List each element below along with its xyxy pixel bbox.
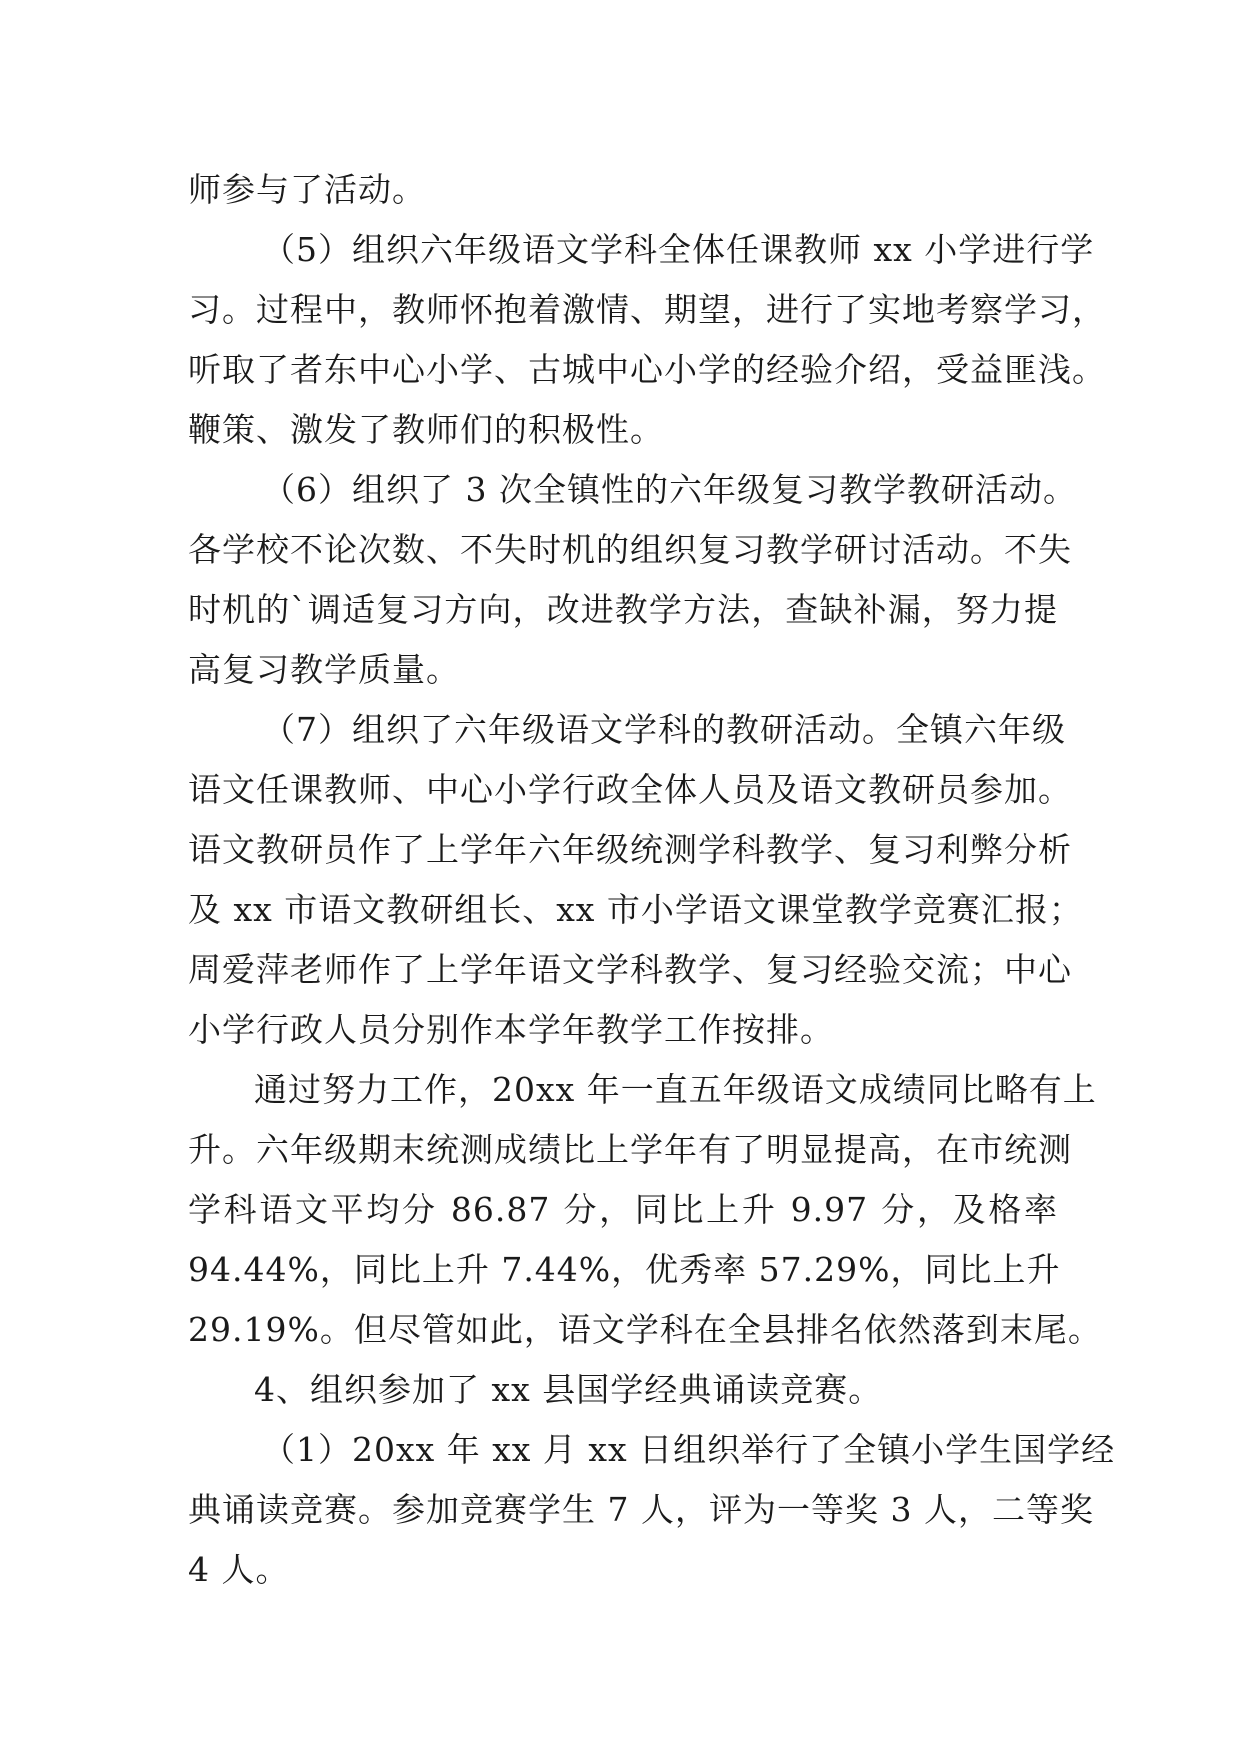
text-line: 鞭策、激发了教师们的积极性。 — [188, 410, 664, 449]
text-line: 4、组织参加了 xx 县国学经典诵读竞赛。 — [254, 1370, 883, 1409]
text-line: 习。过程中，教师怀抱着激情、期望，进行了实地考察学习， — [188, 290, 1106, 329]
text-line: （6）组织了 3 次全镇性的六年级复习教学教研活动。 — [262, 470, 1077, 509]
text-line: 及 xx 市语文教研组长、xx 市小学语文课堂教学竞赛汇报； — [188, 890, 1083, 929]
text-line: 29.19%。但尽管如此，语文学科在全县排名依然落到末尾。 — [188, 1310, 1102, 1349]
text-line: 周爱萍老师作了上学年语文学科教学、复习经验交流；中心 — [188, 950, 1072, 989]
text-line: （5）组织六年级语文学科全体任课教师 xx 小学进行学 — [262, 230, 1095, 269]
text-line: 高复习教学质量。 — [188, 650, 460, 689]
text-line: 94.44%，同比上升 7.44%，优秀率 57.29%，同比上升 — [188, 1250, 1061, 1289]
text-line: （1）20xx 年 xx 月 xx 日组织举行了全镇小学生国学经 — [262, 1430, 1116, 1469]
text-line: （7）组织了六年级语文学科的教研活动。全镇六年级 — [262, 710, 1066, 749]
text-line: 时机的`调适复习方向，改进教学方法，查缺补漏，努力提 — [188, 590, 1058, 629]
text-line: 语文任课教师、中心小学行政全体人员及语文教研员参加。 — [188, 770, 1072, 809]
document-page — [188, 160, 1116, 1600]
text-line: 师参与了活动。 — [188, 170, 426, 209]
text-line: 各学校不论次数、不失时机的组织复习教学研讨活动。不失 — [188, 530, 1072, 569]
text-line: 4 人。 — [188, 1550, 290, 1589]
text-line: 语文教研员作了上学年六年级统测学科教学、复习利弊分析 — [188, 830, 1072, 869]
text-line: 通过努力工作，20xx 年一直五年级语文成绩同比略有上 — [254, 1070, 1097, 1109]
text-line: 小学行政人员分别作本学年教学工作按排。 — [188, 1010, 834, 1049]
text-line: 听取了者东中心小学、古城中心小学的经验介绍，受益匪浅。 — [188, 350, 1106, 389]
text-line: 典诵读竞赛。参加竞赛学生 7 人，评为一等奖 3 人，二等奖 — [188, 1490, 1094, 1529]
text-line: 学科语文平均分 86.87 分，同比上升 9.97 分，及格率 — [188, 1190, 1058, 1229]
text-line: 升。六年级期末统测成绩比上学年有了明显提高，在市统测 — [188, 1130, 1072, 1169]
